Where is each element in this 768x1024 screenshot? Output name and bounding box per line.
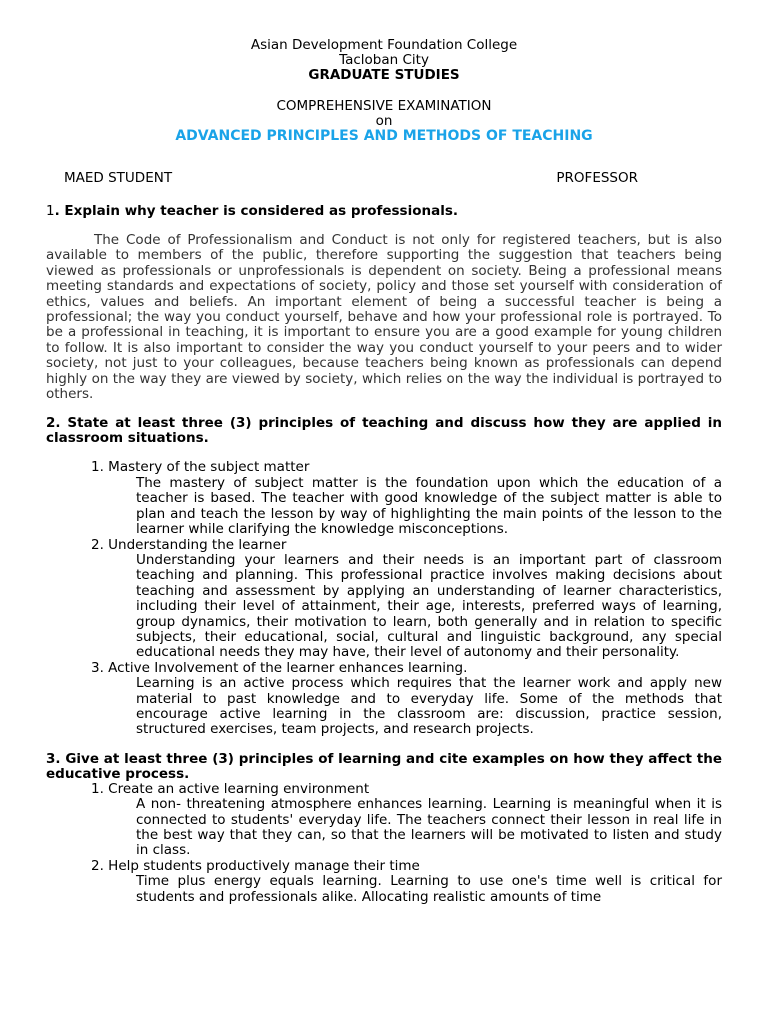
- question-2: 2. State at least three (3) principles of teaching and discuss how they are applied in classroom situations.: [46, 415, 722, 447]
- college-name: Asian Development Foundation College: [250, 37, 518, 53]
- question-1-text: . Explain why teacher is considered as professionals.: [54, 203, 458, 219]
- department: GRADUATE STUDIES: [308, 67, 460, 83]
- q3-item-2-title: 2. Help students productively manage their time: [91, 857, 420, 874]
- q2-item-1-body: The mastery of subject matter is the foundation upon which the education of a teacher is based. The teacher with good knowledge of the subject matter is able to plan and teach the lesson by way of highlighting the main points of the lesson to the learner while clarifying the knowledge misconceptions.: [136, 474, 722, 538]
- q3-item-1-body: A non- threatening atmosphere enhances learning. Learning is meaningful when it is connected to students' everyday life. The teachers connect their lesson in real life in the best way that they can, so that the learners will be motivated to listen and study in class.: [136, 796, 722, 859]
- roles-line: [46, 170, 722, 186]
- exam-on: on: [375, 113, 393, 129]
- q3-item-2-body: Time plus energy equals learning. Learning to use one's time well is critical for students and professionals alike. Allocating realistic amounts of time: [136, 873, 722, 905]
- student-label: MAED STUDENT: [64, 170, 173, 186]
- q2-item-2-title: 2. Understanding the learner: [91, 536, 287, 553]
- header: [46, 38, 722, 144]
- professor-label: PROFESSOR: [556, 170, 638, 186]
- exam-subject: ADVANCED PRINCIPLES AND METHODS OF TEACHING: [175, 128, 593, 144]
- question-1: [46, 204, 722, 219]
- answer-1: The Code of Professionalism and Conduct is not only for registered teachers, but is also available to members of the public, therefore supporting the suggestion that teachers being viewed as professionals or unprofessionals is dependent on society. Being a professional means meeting standards and expectations of society, policy and those set yourself with consideration of ethics, values and beliefs. An important element of being a successful teacher is being a professional; the way you conduct yourself, behave and how your professional role is portrayed. To be a professional in teaching, it is important to ensure you are a good example for young children to follow. It is also important to consider the way you conduct yourself to your peers and to wider society, not just to your colleagues, because teachers being known as professionals can depend highly on the way they are viewed by society, which relies on the way the individual is portrayed to others.: [46, 232, 722, 403]
- question-1-number: 1: [46, 203, 55, 219]
- q2-item-2-body: Understanding your learners and their needs is an important part of classroom teaching and planning. This professional practice involves making decisions about teaching and assessment by applying an understanding of learner characteristics, including their level of attainment, their age, interests, preferred ways of learning, group dynamics, their motivation to learn, both generally and in relation to specific subjects, their educational, social, cultural and linguistic background, any special educational needs they may have, their level of autonomy and their personality.: [136, 551, 722, 661]
- exam-title: COMPREHENSIVE EXAMINATION: [276, 98, 492, 114]
- question-3: 3. Give at least three (3) principles of learning and cite examples on how they affect the educative process.: [46, 750, 722, 782]
- q2-item-3-body: Learning is an active process which requires that the learner work and apply new material to past knowledge and to everyday life. Some of the methods that encourage active learning in the classroom are: discussion, practice session, structured exercises, team projects, and research projects.: [136, 675, 722, 738]
- q2-item-1-title: 1. Mastery of the subject matter: [91, 459, 310, 476]
- college-city: Tacloban City: [339, 52, 429, 68]
- q2-item-3-title: 3. Active Involvement of the learner enhances learning.: [91, 659, 468, 676]
- q3-item-1-title: 1. Create an active learning environment: [91, 780, 370, 797]
